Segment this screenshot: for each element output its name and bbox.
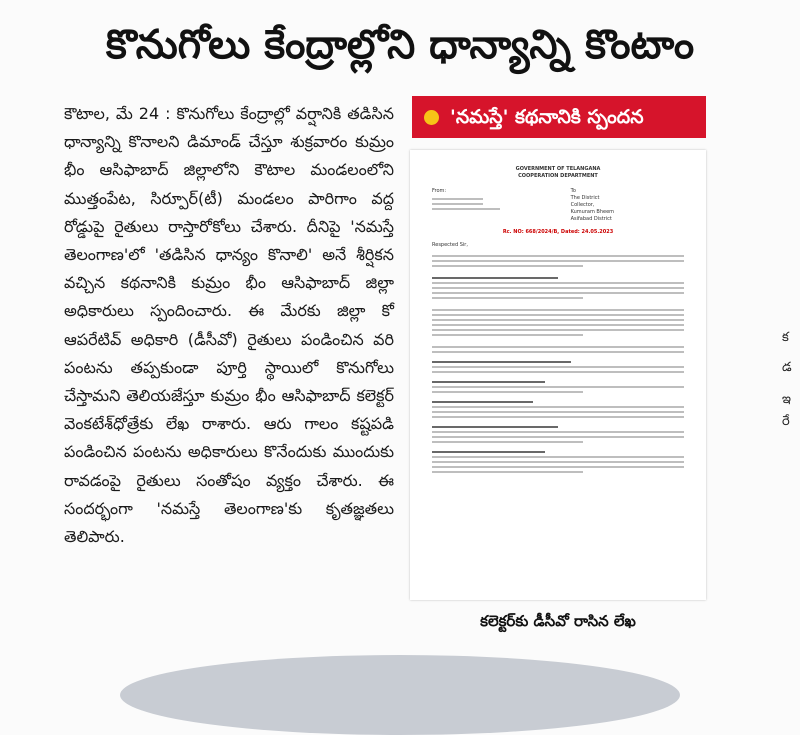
side-fragment: ఇ [782, 392, 791, 407]
bullet-dot-icon [424, 110, 439, 125]
letter-to-line: The District Collector, [570, 195, 600, 208]
decorative-arc [120, 655, 680, 735]
letter-header-line: GOVERNMENT OF TELANGANA [515, 166, 601, 172]
article-body [64, 100, 394, 551]
letter-from [432, 188, 545, 223]
letter-to [571, 188, 684, 223]
letter-reference: Rc. NO: 668/2024/B, Dated: 24.05.2023 [502, 229, 614, 235]
letter-to-label: To [570, 188, 576, 194]
letter-address-block [410, 188, 706, 223]
side-fragment: రే [782, 414, 790, 429]
letter-body [410, 255, 706, 473]
response-banner [412, 96, 706, 138]
letter-header-line: COOPERATION DEPARTMENT [518, 173, 598, 179]
banner-label: 'నమస్తే' కథనానికి స్పందన [450, 106, 644, 128]
headline: కొనుగోలు కేంద్రాల్లోని ధాన్యాన్ని కొంటాం [105, 22, 695, 68]
letter-header [410, 166, 706, 180]
side-fragment: క [782, 330, 789, 345]
letter-salutation: Respected Sir, [432, 242, 468, 248]
letter-to-line: Kumuram Bheem Asifabad District [570, 209, 615, 222]
letter-caption: కలెక్టర్‌కు డీసీవో రాసిన లేఖ [480, 612, 636, 630]
letter-image [410, 150, 706, 600]
article-paragraph: కౌటాల, మే 24 : కొనుగోలు కేంద్రాల్లో వర్షానికి తడిసిన ధాన్యాన్ని కొనాలని డిమాండ్ చేస్తూ శుక్రవారం కుమ్రం భీం ఆసిఫాబాద్ జిల్లాలోని కౌటాల మండలంలోని ముత్తంపేట, సిర్పూర్(టీ) మండలం పారిగాం వద్ద రోడ్డుపై రైతులు రాస్తారోకోలు చేశారు. దీనిపై 'నమస్తే తెలంగాణ'లో 'తడిసిన ధాన్యం కొనాలి' అనే శీర్షికన వచ్చిన కథనానికి కుమ్రం భీం ఆసిఫాబాద్ జిల్లా అధికారులు స్పందించారు. ఈ మేరకు జిల్లా కో ఆపరేటివ్ అధికారి (డీసీవో) రైతులు పండించిన వరి పంటను తప్పకుండా పూర్తి స్థాయిలో కొనుగోలు చేస్తామని తెలియజేస్తూ కుమ్రం భీం ఆసిఫాబాద్ కలెక్టర్ వెంకటేశ్‌ధోత్రేకు లేఖ రాశారు. ఆరు గాలం కష్టపడి పండించిన పంటను అధికారులు కొనేందుకు ముందుకు రావడంపై రైతులు సంతోషం వ్యక్తం చేశారు. ఈ సందర్భంగా 'నమస్తే తెలంగాణ'కు కృతజ్ఞతలు తెలిపారు. [64, 104, 394, 547]
side-fragment: డ [782, 360, 792, 375]
letter-from-label: From: [432, 188, 447, 194]
